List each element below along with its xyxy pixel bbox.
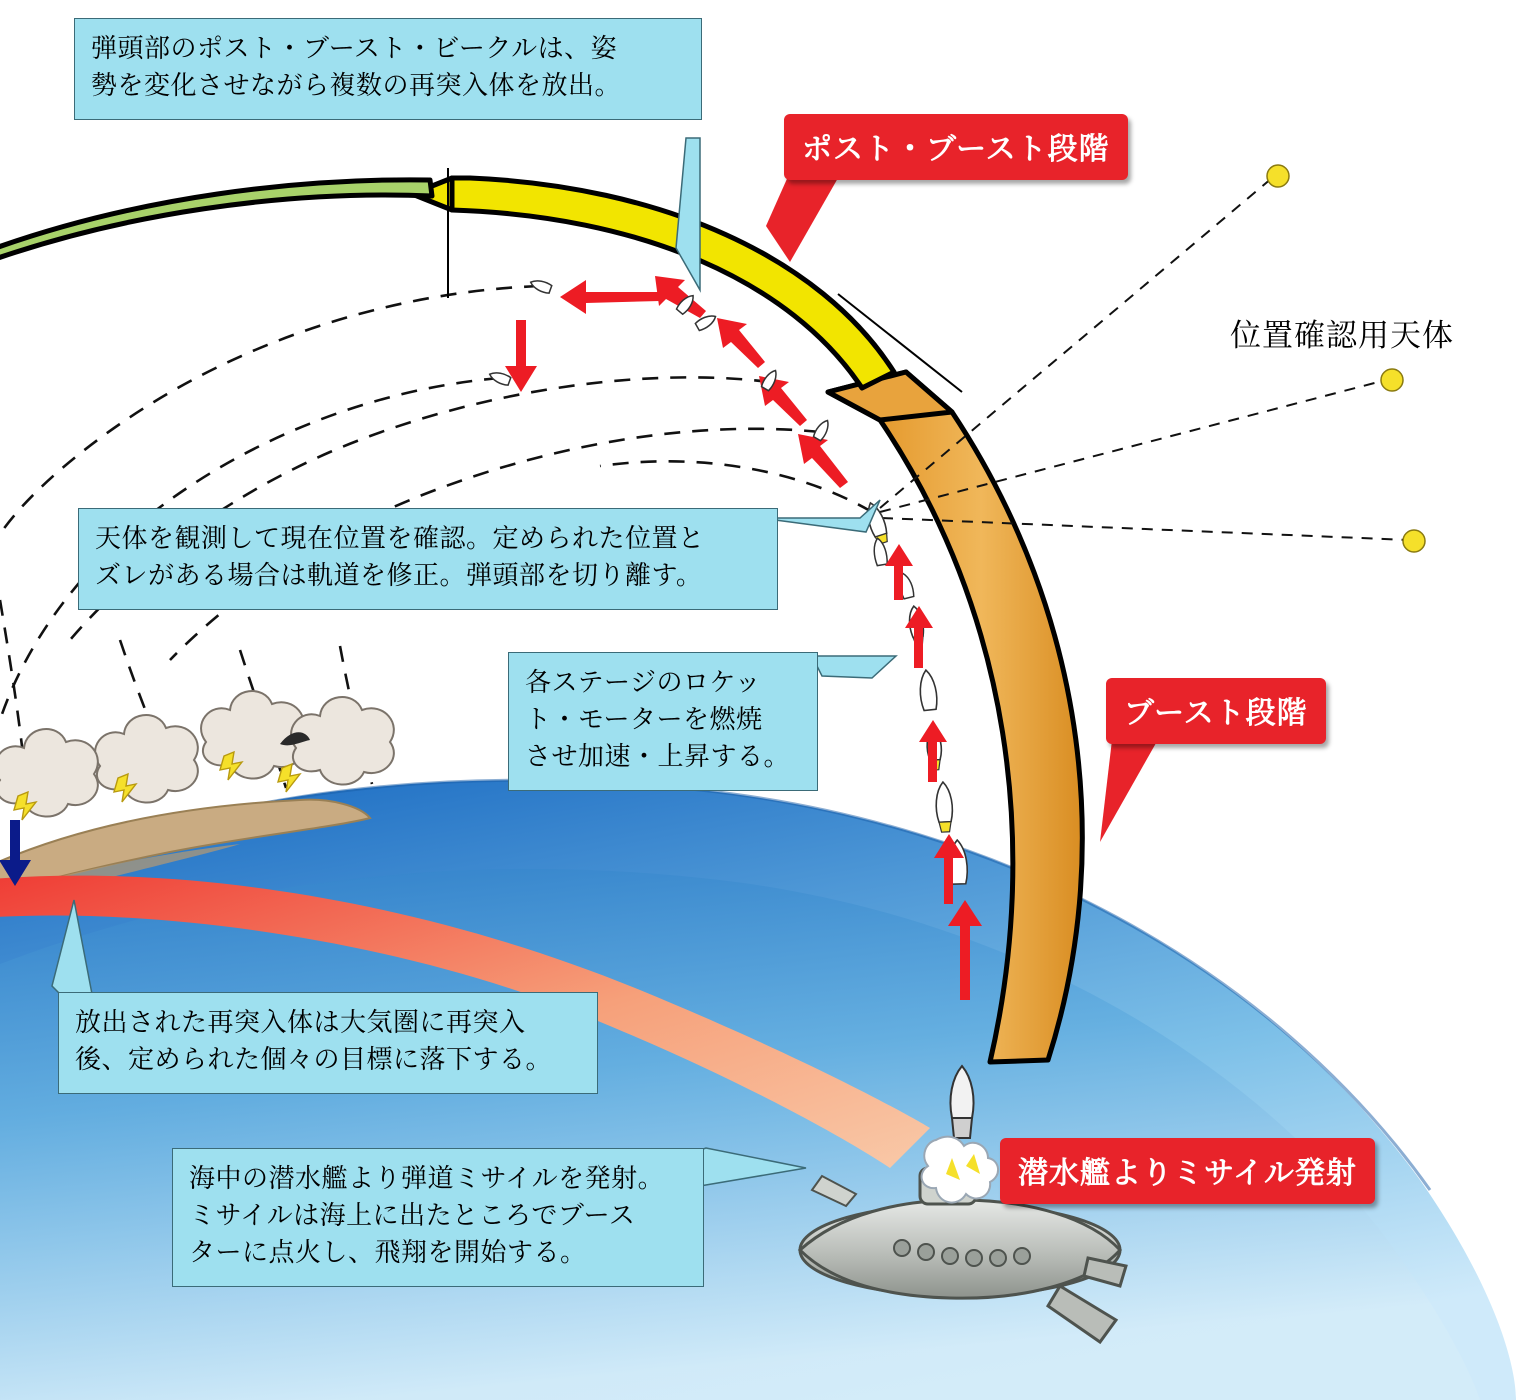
terminal-phase-arc xyxy=(0,180,432,268)
banner-submarine-launch: 潜水艦よりミサイル発射 xyxy=(1000,1138,1375,1204)
callout-line: 天体を観測して現在位置を確認。定められた位置と xyxy=(95,524,705,554)
callout-line: 放出された再突入体は大気圏に再突入 xyxy=(75,1008,526,1038)
label-celestial-bodies: 位置確認用天体 xyxy=(1230,318,1454,354)
callout-celestial-navigation xyxy=(78,508,778,610)
callout-line: 弾頭部のポスト・ブースト・ビークルは、姿 xyxy=(91,34,618,64)
callout-submarine-launch-detail xyxy=(172,1148,704,1287)
banner-boost-phase: ブースト段階 xyxy=(1106,678,1326,744)
banner-post-boost-phase: ポスト・ブースト段階 xyxy=(784,114,1128,180)
callout-line: 海中の潜水艦より弾道ミサイルを発射。 xyxy=(189,1164,665,1194)
callout-line: ターに点火し、飛翔を開始する。 xyxy=(189,1237,587,1268)
celestial-body-icons xyxy=(1267,165,1425,552)
callout-line: ミサイルは海上に出たところでブース xyxy=(189,1200,636,1231)
callout-line: ト・モーターを燃焼 xyxy=(525,704,763,735)
callout-post-boost-vehicle xyxy=(74,18,702,120)
post-boost-arrow xyxy=(412,178,894,388)
callout-line: 後、定められた個々の目標に落下する。 xyxy=(75,1044,553,1075)
callout-line: ズレがある場合は軌道を修正。弾頭部を切り離す。 xyxy=(95,560,703,591)
callout-line: させ加速・上昇する。 xyxy=(525,741,791,772)
callout-reentry-vehicles-fall xyxy=(58,992,598,1094)
callout-line: 各ステージのロケッ xyxy=(525,668,762,698)
callout-stage-motor-burn xyxy=(508,652,818,791)
callout-line: 勢を変化させながら複数の再突入体を放出。 xyxy=(91,70,622,101)
